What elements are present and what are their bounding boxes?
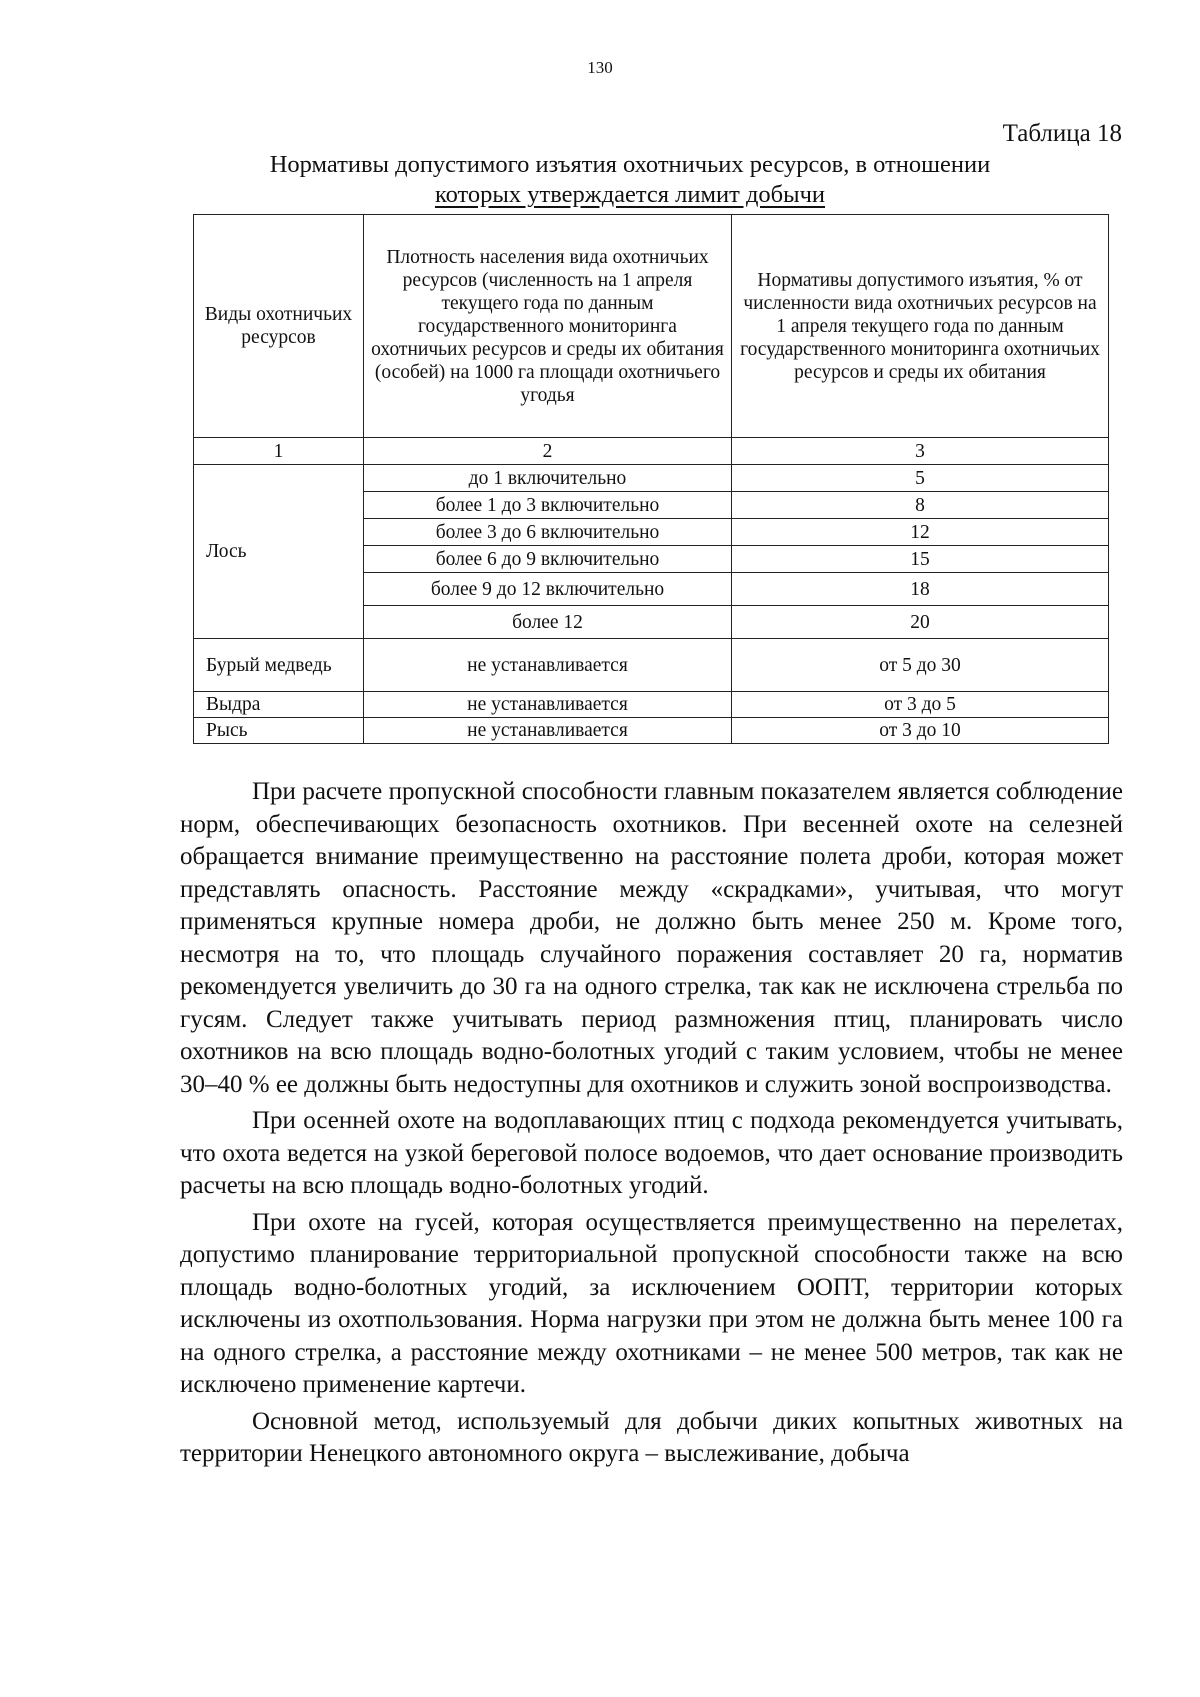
- page-number: 130: [587, 58, 613, 77]
- table-row: [194, 718, 1109, 744]
- norm-cell: 8: [732, 492, 1109, 519]
- species-cell: Бурый медведь: [194, 639, 364, 692]
- norm-cell: от 3 до 5: [732, 692, 1109, 718]
- paragraph: При осенней охоте на водоплавающих птиц с подхода рекомендуется учитывать, что охота ведется на узкой береговой полосе водоемов, что дает основание производить расчеты на всю площадь водно-болотных угодий.: [180, 1107, 1123, 1199]
- column-number: 3: [732, 438, 1109, 465]
- paragraph: Основной метод, используемый для добычи диких копытных животных на территории Ненецкого автономного округа – выслеживание, добыча: [180, 1407, 1123, 1467]
- norm-cell: от 5 до 30: [732, 639, 1109, 692]
- header-norm: Нормативы допустимого изъятия, % от численности вида охотничьих ресурсов на 1 апреля текущего года по данным государственного мониторинга охотничьих ресурсов и среды их обитания: [732, 215, 1109, 438]
- paragraph: При расчете пропускной способности главным показателем является соблюдение норм, обеспечивающих безопасность охотников. При весенней охоте на селезней обращается внимание преимущественно на расстояние полета дроби, которая может представлять опасность. Расстояние между «скрадками», учитывая, что могут применяться крупные номера дроби, не должно быть менее 250 м. Кроме того, несмотря на то, что площадь случайного поражения составляет 20 га, норматив рекомендуется увеличить до 30 га на одного стрелка, так как не исключена стрельба по гусям. Следует также учитывать период размножения птиц, планировать число охотников на всю площадь водно-болотных угодий с таким условием, чтобы не менее 30–40 % ее должны быть недоступны для охотников и служить зоной воспроизводства.: [180, 778, 1123, 1098]
- paragraph: При охоте на гусей, которая осуществляется преимущественно на перелетах, допустимо планирование территориальной пропускной способности также на всю площадь водно-болотных угодий, за исключением ООПТ, территории которых исключены из охотпользования. Норма нагрузки при этом не должна быть менее 100 га на одного стрелка, а расстояние между охотниками – не менее 500 метров, так как не исключено применение картечи.: [180, 1208, 1123, 1398]
- table-title-line-2: которых утверждается лимит добычи: [434, 181, 826, 208]
- species-cell: Выдра: [194, 692, 364, 718]
- table-title-line-1: Нормативы допустимого изъятия охотничьих ресурсов, в отношении: [269, 151, 991, 178]
- table-row: [194, 465, 1109, 492]
- density-cell: не устанавливается: [364, 692, 732, 718]
- norm-cell: 15: [732, 546, 1109, 573]
- density-cell: более 6 до 9 включительно: [364, 546, 732, 573]
- species-cell-moose: Лось: [194, 465, 364, 639]
- norm-cell: 12: [732, 519, 1109, 546]
- density-cell: более 1 до 3 включительно: [364, 492, 732, 519]
- density-cell: не устанавливается: [364, 718, 732, 744]
- density-cell: более 9 до 12 включительно: [364, 573, 732, 606]
- column-number-row: [194, 438, 1109, 465]
- table-header-row: [194, 215, 1109, 438]
- table-row: [194, 639, 1109, 692]
- density-cell: до 1 включительно: [364, 465, 732, 492]
- table-title: [170, 150, 1090, 210]
- column-number: 1: [194, 438, 364, 465]
- density-cell: не устанавливается: [364, 639, 732, 692]
- header-species: Виды охотничьих ресурсов: [194, 215, 364, 438]
- species-cell: Рысь: [194, 718, 364, 744]
- density-cell: более 3 до 6 включительно: [364, 519, 732, 546]
- density-cell: более 12: [364, 606, 732, 639]
- norm-cell: от 3 до 10: [732, 718, 1109, 744]
- table-row: [194, 692, 1109, 718]
- table-label: Таблица 18: [1002, 120, 1122, 147]
- norm-cell: 5: [732, 465, 1109, 492]
- column-number: 2: [364, 438, 732, 465]
- norm-cell: 18: [732, 573, 1109, 606]
- body-text: [180, 776, 1123, 1475]
- header-density: Плотность населения вида охотничьих ресурсов (численность на 1 апреля текущего года по данным государственного мониторинга охотничьих ресурсов и среды их обитания (особей) на 1000 га площади охотничьего угодья: [364, 215, 732, 438]
- harvest-norms-table: [193, 214, 1109, 744]
- norm-cell: 20: [732, 606, 1109, 639]
